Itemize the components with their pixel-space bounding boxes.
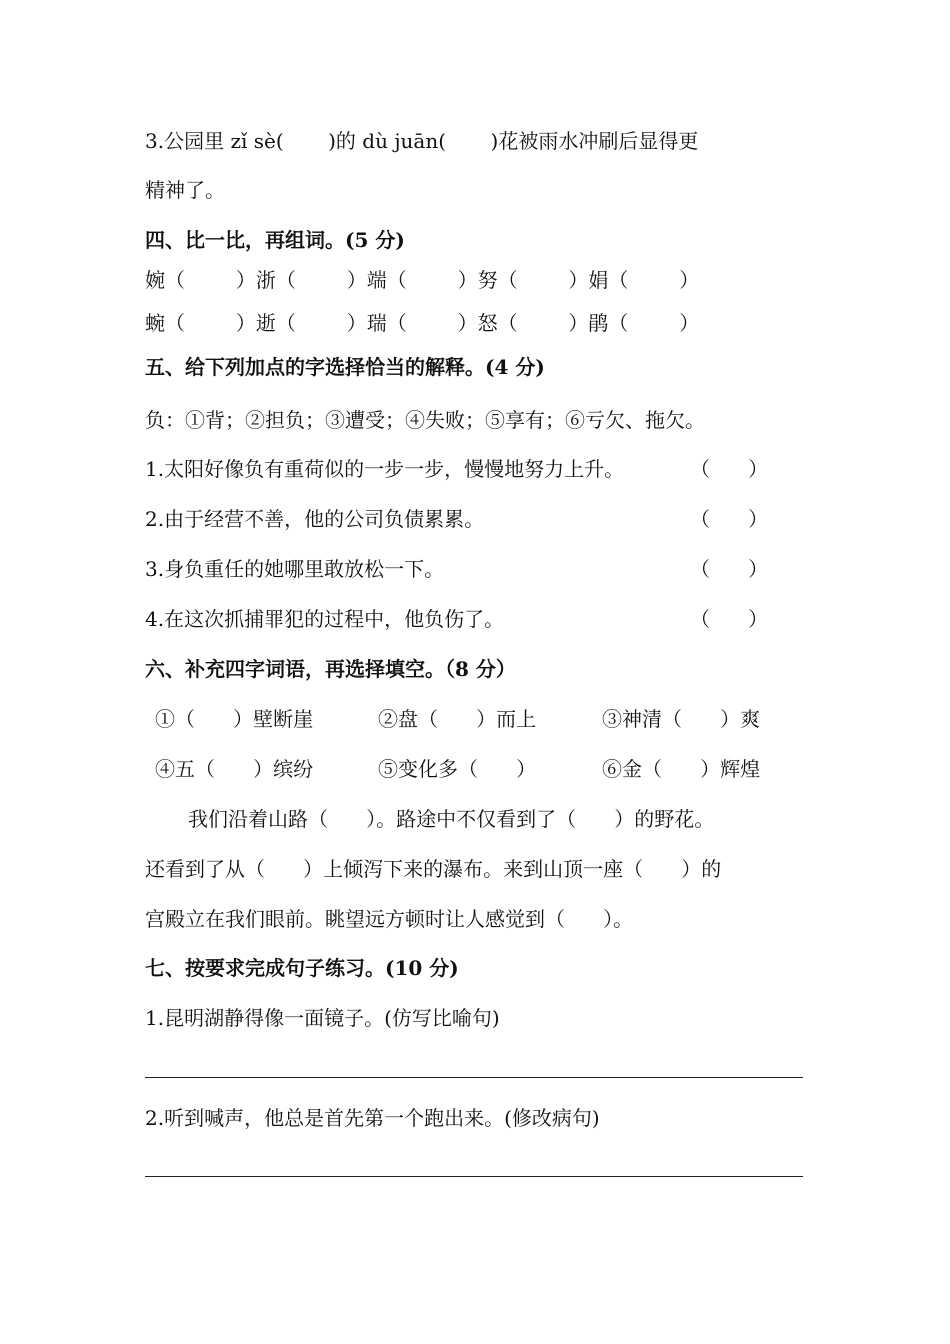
section7-heading: 七、按要求完成句子练习。(10 分) <box>145 956 459 980</box>
answer-line-2[interactable] <box>145 1176 803 1177</box>
section7-q1: 1.昆明湖静得像一面镜子。(仿写比喻句) <box>145 1006 500 1030</box>
section5-blank-1[interactable]: （ ） <box>690 457 769 481</box>
section4-heading: 四、比一比，再组词。(5 分) <box>145 228 405 252</box>
q3-line1: 3.公园里 zǐ sè( )的 dù juān( )花被雨水冲刷后显得更 <box>145 129 699 153</box>
section7-q2: 2.听到喊声，他总是首先第一个跑出来。(修改病句) <box>145 1106 600 1130</box>
section5-item-2: 2.由于经营不善，他的公司负债累累。 <box>145 507 485 531</box>
section6-paragraph-3: 宫殿立在我们眼前。眺望远方顿时让人感觉到（ ）。 <box>145 907 634 931</box>
section5-blank-3[interactable]: （ ） <box>690 557 769 581</box>
word-option-6: ⑥金（ ）辉煌 <box>602 757 761 781</box>
word-option-1: ①（ ）壁断崖 <box>155 707 314 731</box>
section6-paragraph-1: 我们沿着山路（ ）。路途中不仅看到了（ ）的野花。 <box>188 807 715 831</box>
section5-blank-4[interactable]: （ ） <box>690 607 769 631</box>
section5-item-1: 1.太阳好像负有重荷似的一步一步，慢慢地努力上升。 <box>145 457 625 481</box>
section5-blank-2[interactable]: （ ） <box>690 507 769 531</box>
section5-item-3: 3.身负重任的她哪里敢放松一下。 <box>145 557 445 581</box>
section4-row1: 婉（ ）浙（ ）端（ ）努（ ）娟（ ） <box>145 268 700 292</box>
section6-heading: 六、补充四字词语，再选择填空。（8 分） <box>145 657 516 681</box>
q3-line2: 精神了。 <box>145 178 225 202</box>
section5-item-4: 4.在这次抓捕罪犯的过程中，他负伤了。 <box>145 607 505 631</box>
section5-definitions: 负：①背；②担负；③遭受；④失败；⑤享有；⑥亏欠、拖欠。 <box>145 408 705 432</box>
word-option-2: ②盘（ ）而上 <box>378 707 537 731</box>
section4-row2: 蜿（ ）逝（ ）瑞（ ）怒（ ）鹃（ ） <box>145 311 700 335</box>
section5-heading: 五、给下列加点的字选择恰当的解释。(4 分) <box>145 355 545 379</box>
word-option-5: ⑤变化多（ ） <box>378 757 537 781</box>
answer-line-1[interactable] <box>145 1077 803 1078</box>
section6-paragraph-2: 还看到了从（ ）上倾泻下来的瀑布。来到山顶一座（ ）的 <box>145 857 722 881</box>
word-option-3: ③神清（ ）爽 <box>602 707 761 731</box>
word-option-4: ④五（ ）缤纷 <box>155 757 314 781</box>
